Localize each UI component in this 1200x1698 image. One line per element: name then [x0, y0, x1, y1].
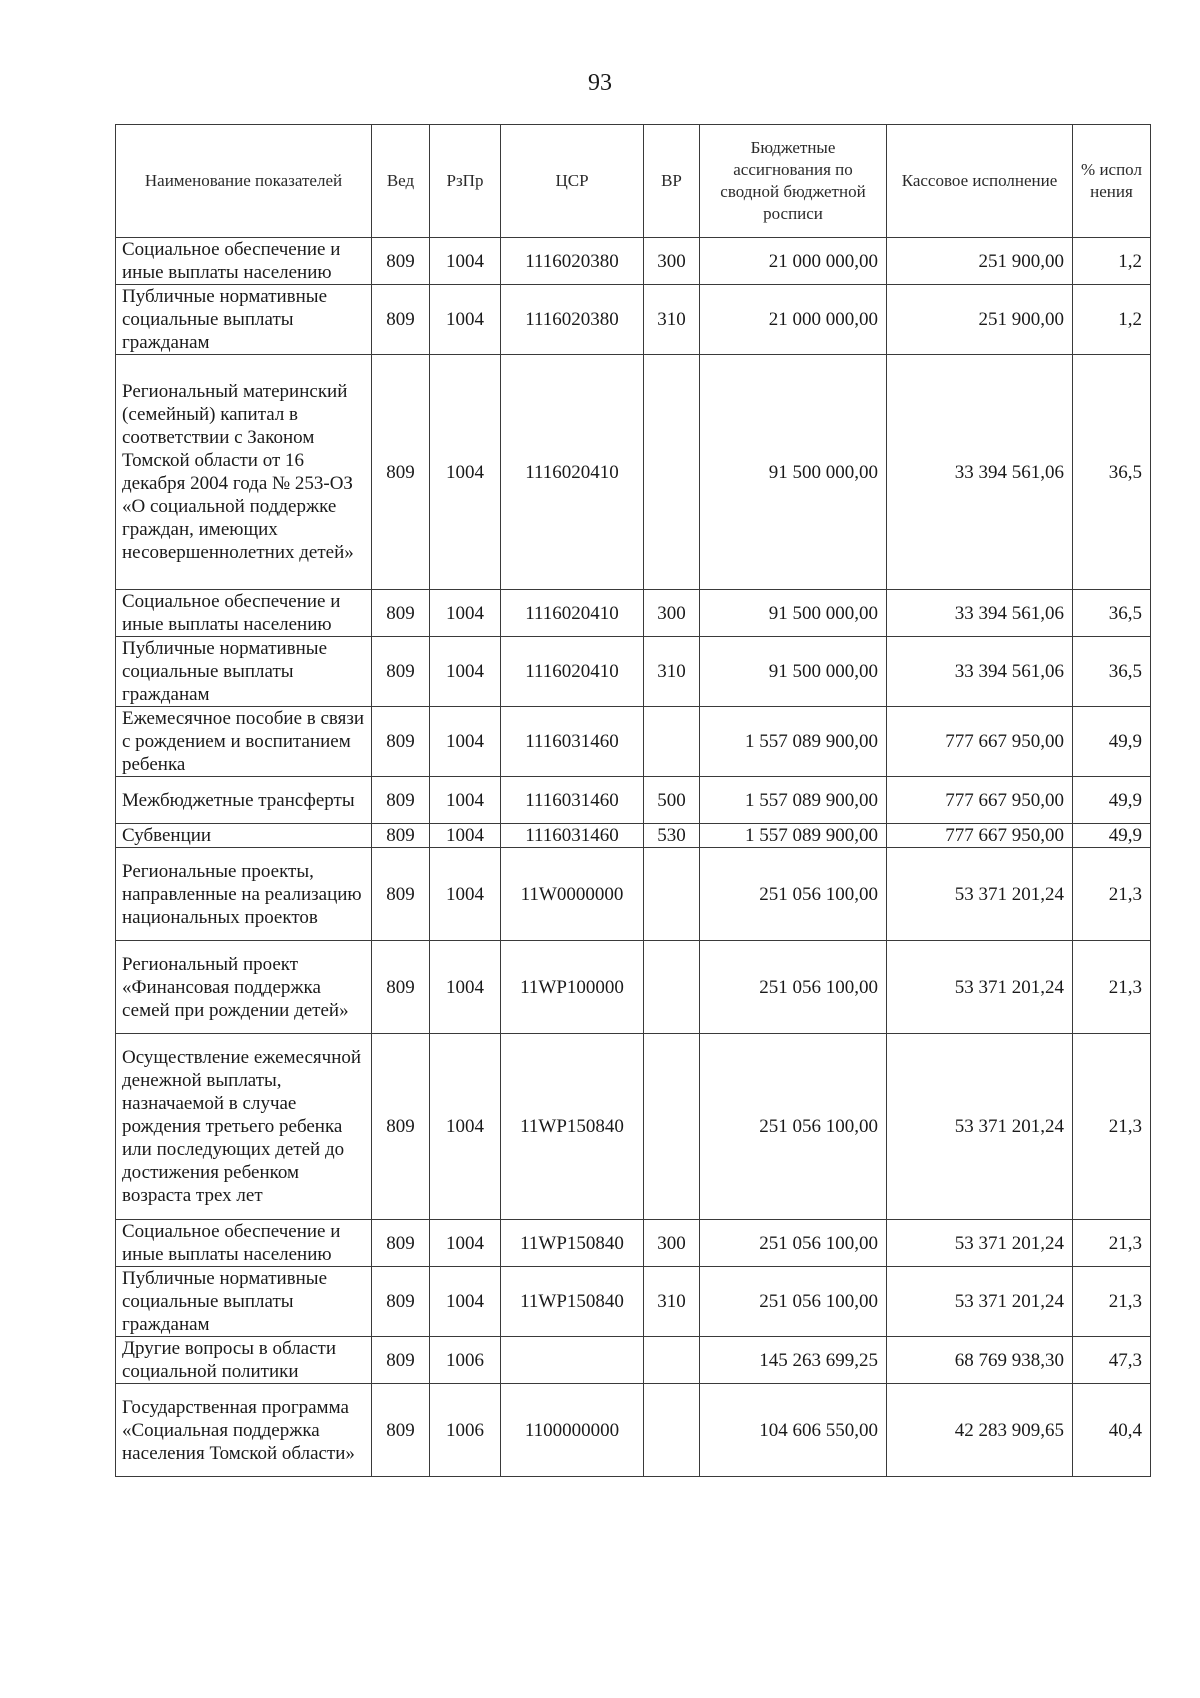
cell-ved: 809	[372, 590, 430, 637]
cell-csr: 1116031460	[501, 777, 644, 824]
cell-vr: 300	[644, 1220, 700, 1267]
cell-budget: 145 263 699,25	[700, 1337, 887, 1384]
cell-percent: 47,3	[1073, 1337, 1151, 1384]
cell-percent: 40,4	[1073, 1384, 1151, 1477]
cell-percent: 21,3	[1073, 1034, 1151, 1220]
cell-vr	[644, 355, 700, 590]
cell-vr: 500	[644, 777, 700, 824]
cell-csr	[501, 1337, 644, 1384]
table-header-row	[116, 125, 1151, 238]
cell-name: Государственная программа «Социальная поддержка населения Томской области»	[116, 1384, 372, 1477]
cell-ved: 809	[372, 848, 430, 941]
table-row	[116, 1220, 1151, 1267]
cell-cash: 251 900,00	[887, 285, 1073, 355]
cell-budget: 21 000 000,00	[700, 238, 887, 285]
cell-cash: 53 371 201,24	[887, 848, 1073, 941]
cell-csr: 11WP100000	[501, 941, 644, 1034]
cell-budget: 1 557 089 900,00	[700, 707, 887, 777]
cell-budget: 91 500 000,00	[700, 355, 887, 590]
cell-csr: 1116020410	[501, 590, 644, 637]
cell-vr	[644, 941, 700, 1034]
cell-name: Субвенции	[116, 824, 372, 848]
cell-ved: 809	[372, 1267, 430, 1337]
col-header-csr: ЦСР	[501, 125, 644, 238]
col-header-name: Наименование показателей	[116, 125, 372, 238]
cell-budget: 251 056 100,00	[700, 1267, 887, 1337]
cell-name: Региональный материнский (семейный) капитал в соответствии с Законом Томской области от 16 декабря 2004 года № 253-ОЗ «О социальной поддержке граждан, имеющих несовершеннолетних детей»	[116, 355, 372, 590]
cell-csr: 1116031460	[501, 824, 644, 848]
cell-vr	[644, 1034, 700, 1220]
cell-ved: 809	[372, 1034, 430, 1220]
cell-budget: 251 056 100,00	[700, 941, 887, 1034]
cell-rzpr: 1004	[430, 590, 501, 637]
cell-percent: 49,9	[1073, 824, 1151, 848]
cell-rzpr: 1004	[430, 1220, 501, 1267]
cell-percent: 21,3	[1073, 1220, 1151, 1267]
table-row	[116, 238, 1151, 285]
cell-ved: 809	[372, 1337, 430, 1384]
cell-rzpr: 1006	[430, 1337, 501, 1384]
col-header-budget: Бюджетные ассигнования по сводной бюджетной росписи	[700, 125, 887, 238]
table-row	[116, 1267, 1151, 1337]
col-header-cash: Кассовое исполнение	[887, 125, 1073, 238]
cell-ved: 809	[372, 238, 430, 285]
cell-name: Осуществление ежемесячной денежной выплаты, назначаемой в случае рождения третьего ребенка или последующих детей до достижения ребенком возраста трех лет	[116, 1034, 372, 1220]
cell-vr	[644, 707, 700, 777]
cell-csr: 1116020410	[501, 355, 644, 590]
cell-budget: 91 500 000,00	[700, 637, 887, 707]
col-header-percent: % испол нения	[1073, 125, 1151, 238]
table-row	[116, 590, 1151, 637]
cell-percent: 21,3	[1073, 1267, 1151, 1337]
cell-ved: 809	[372, 285, 430, 355]
cell-cash: 53 371 201,24	[887, 1220, 1073, 1267]
cell-ved: 809	[372, 637, 430, 707]
cell-name: Межбюджетные трансферты	[116, 777, 372, 824]
cell-rzpr: 1004	[430, 637, 501, 707]
cell-budget: 1 557 089 900,00	[700, 777, 887, 824]
cell-vr	[644, 848, 700, 941]
cell-vr	[644, 1384, 700, 1477]
cell-csr: 11WP150840	[501, 1220, 644, 1267]
cell-csr: 1100000000	[501, 1384, 644, 1477]
cell-name: Публичные нормативные социальные выплаты гражданам	[116, 1267, 372, 1337]
cell-cash: 777 667 950,00	[887, 777, 1073, 824]
cell-cash: 251 900,00	[887, 238, 1073, 285]
cell-percent: 1,2	[1073, 238, 1151, 285]
cell-vr: 300	[644, 590, 700, 637]
cell-csr: 11W0000000	[501, 848, 644, 941]
cell-csr: 1116020380	[501, 238, 644, 285]
cell-name: Социальное обеспечение и иные выплаты населению	[116, 590, 372, 637]
table-row	[116, 707, 1151, 777]
cell-percent: 49,9	[1073, 777, 1151, 824]
page-number: 93	[588, 70, 612, 96]
table-row	[116, 355, 1151, 590]
cell-rzpr: 1004	[430, 238, 501, 285]
cell-csr: 11WP150840	[501, 1267, 644, 1337]
cell-cash: 42 283 909,65	[887, 1384, 1073, 1477]
cell-cash: 53 371 201,24	[887, 941, 1073, 1034]
table-row	[116, 1384, 1151, 1477]
cell-percent: 36,5	[1073, 355, 1151, 590]
cell-budget: 21 000 000,00	[700, 285, 887, 355]
cell-cash: 33 394 561,06	[887, 637, 1073, 707]
cell-name: Социальное обеспечение и иные выплаты населению	[116, 1220, 372, 1267]
cell-csr: 1116020380	[501, 285, 644, 355]
cell-budget: 251 056 100,00	[700, 848, 887, 941]
cell-cash: 53 371 201,24	[887, 1034, 1073, 1220]
cell-percent: 21,3	[1073, 848, 1151, 941]
cell-ved: 809	[372, 1384, 430, 1477]
col-header-ved: Вед	[372, 125, 430, 238]
cell-vr: 310	[644, 285, 700, 355]
cell-ved: 809	[372, 707, 430, 777]
cell-budget: 251 056 100,00	[700, 1220, 887, 1267]
table-row	[116, 848, 1151, 941]
cell-budget: 104 606 550,00	[700, 1384, 887, 1477]
cell-rzpr: 1004	[430, 285, 501, 355]
cell-vr: 310	[644, 637, 700, 707]
table-row	[116, 824, 1151, 848]
cell-name: Публичные нормативные социальные выплаты гражданам	[116, 637, 372, 707]
cell-ved: 809	[372, 824, 430, 848]
cell-percent: 49,9	[1073, 707, 1151, 777]
col-header-rzpr: РзПр	[430, 125, 501, 238]
cell-percent: 1,2	[1073, 285, 1151, 355]
cell-rzpr: 1006	[430, 1384, 501, 1477]
cell-ved: 809	[372, 1220, 430, 1267]
cell-csr: 11WP150840	[501, 1034, 644, 1220]
budget-table	[115, 124, 1151, 1477]
cell-vr: 300	[644, 238, 700, 285]
cell-rzpr: 1004	[430, 707, 501, 777]
cell-cash: 68 769 938,30	[887, 1337, 1073, 1384]
col-header-vr: ВР	[644, 125, 700, 238]
cell-cash: 777 667 950,00	[887, 824, 1073, 848]
cell-csr: 1116020410	[501, 637, 644, 707]
cell-name: Региональные проекты, направленные на реализацию национальных проектов	[116, 848, 372, 941]
cell-rzpr: 1004	[430, 355, 501, 590]
cell-rzpr: 1004	[430, 1034, 501, 1220]
table-row	[116, 637, 1151, 707]
table-row	[116, 1034, 1151, 1220]
table-row	[116, 777, 1151, 824]
cell-rzpr: 1004	[430, 941, 501, 1034]
table-row	[116, 1337, 1151, 1384]
cell-budget: 1 557 089 900,00	[700, 824, 887, 848]
cell-cash: 53 371 201,24	[887, 1267, 1073, 1337]
cell-percent: 21,3	[1073, 941, 1151, 1034]
cell-budget: 91 500 000,00	[700, 590, 887, 637]
cell-rzpr: 1004	[430, 824, 501, 848]
cell-vr	[644, 1337, 700, 1384]
cell-rzpr: 1004	[430, 848, 501, 941]
cell-name: Ежемесячное пособие в связи с рождением и воспитанием ребенка	[116, 707, 372, 777]
cell-name: Социальное обеспечение и иные выплаты населению	[116, 238, 372, 285]
cell-percent: 36,5	[1073, 590, 1151, 637]
cell-vr: 530	[644, 824, 700, 848]
table-row	[116, 941, 1151, 1034]
table-row	[116, 285, 1151, 355]
cell-ved: 809	[372, 941, 430, 1034]
cell-ved: 809	[372, 777, 430, 824]
cell-cash: 33 394 561,06	[887, 590, 1073, 637]
cell-rzpr: 1004	[430, 777, 501, 824]
cell-ved: 809	[372, 355, 430, 590]
cell-cash: 777 667 950,00	[887, 707, 1073, 777]
cell-budget: 251 056 100,00	[700, 1034, 887, 1220]
cell-cash: 33 394 561,06	[887, 355, 1073, 590]
cell-name: Региональный проект «Финансовая поддержка семей при рождении детей»	[116, 941, 372, 1034]
cell-rzpr: 1004	[430, 1267, 501, 1337]
cell-name: Другие вопросы в области социальной политики	[116, 1337, 372, 1384]
cell-percent: 36,5	[1073, 637, 1151, 707]
cell-name: Публичные нормативные социальные выплаты гражданам	[116, 285, 372, 355]
cell-csr: 1116031460	[501, 707, 644, 777]
cell-vr: 310	[644, 1267, 700, 1337]
